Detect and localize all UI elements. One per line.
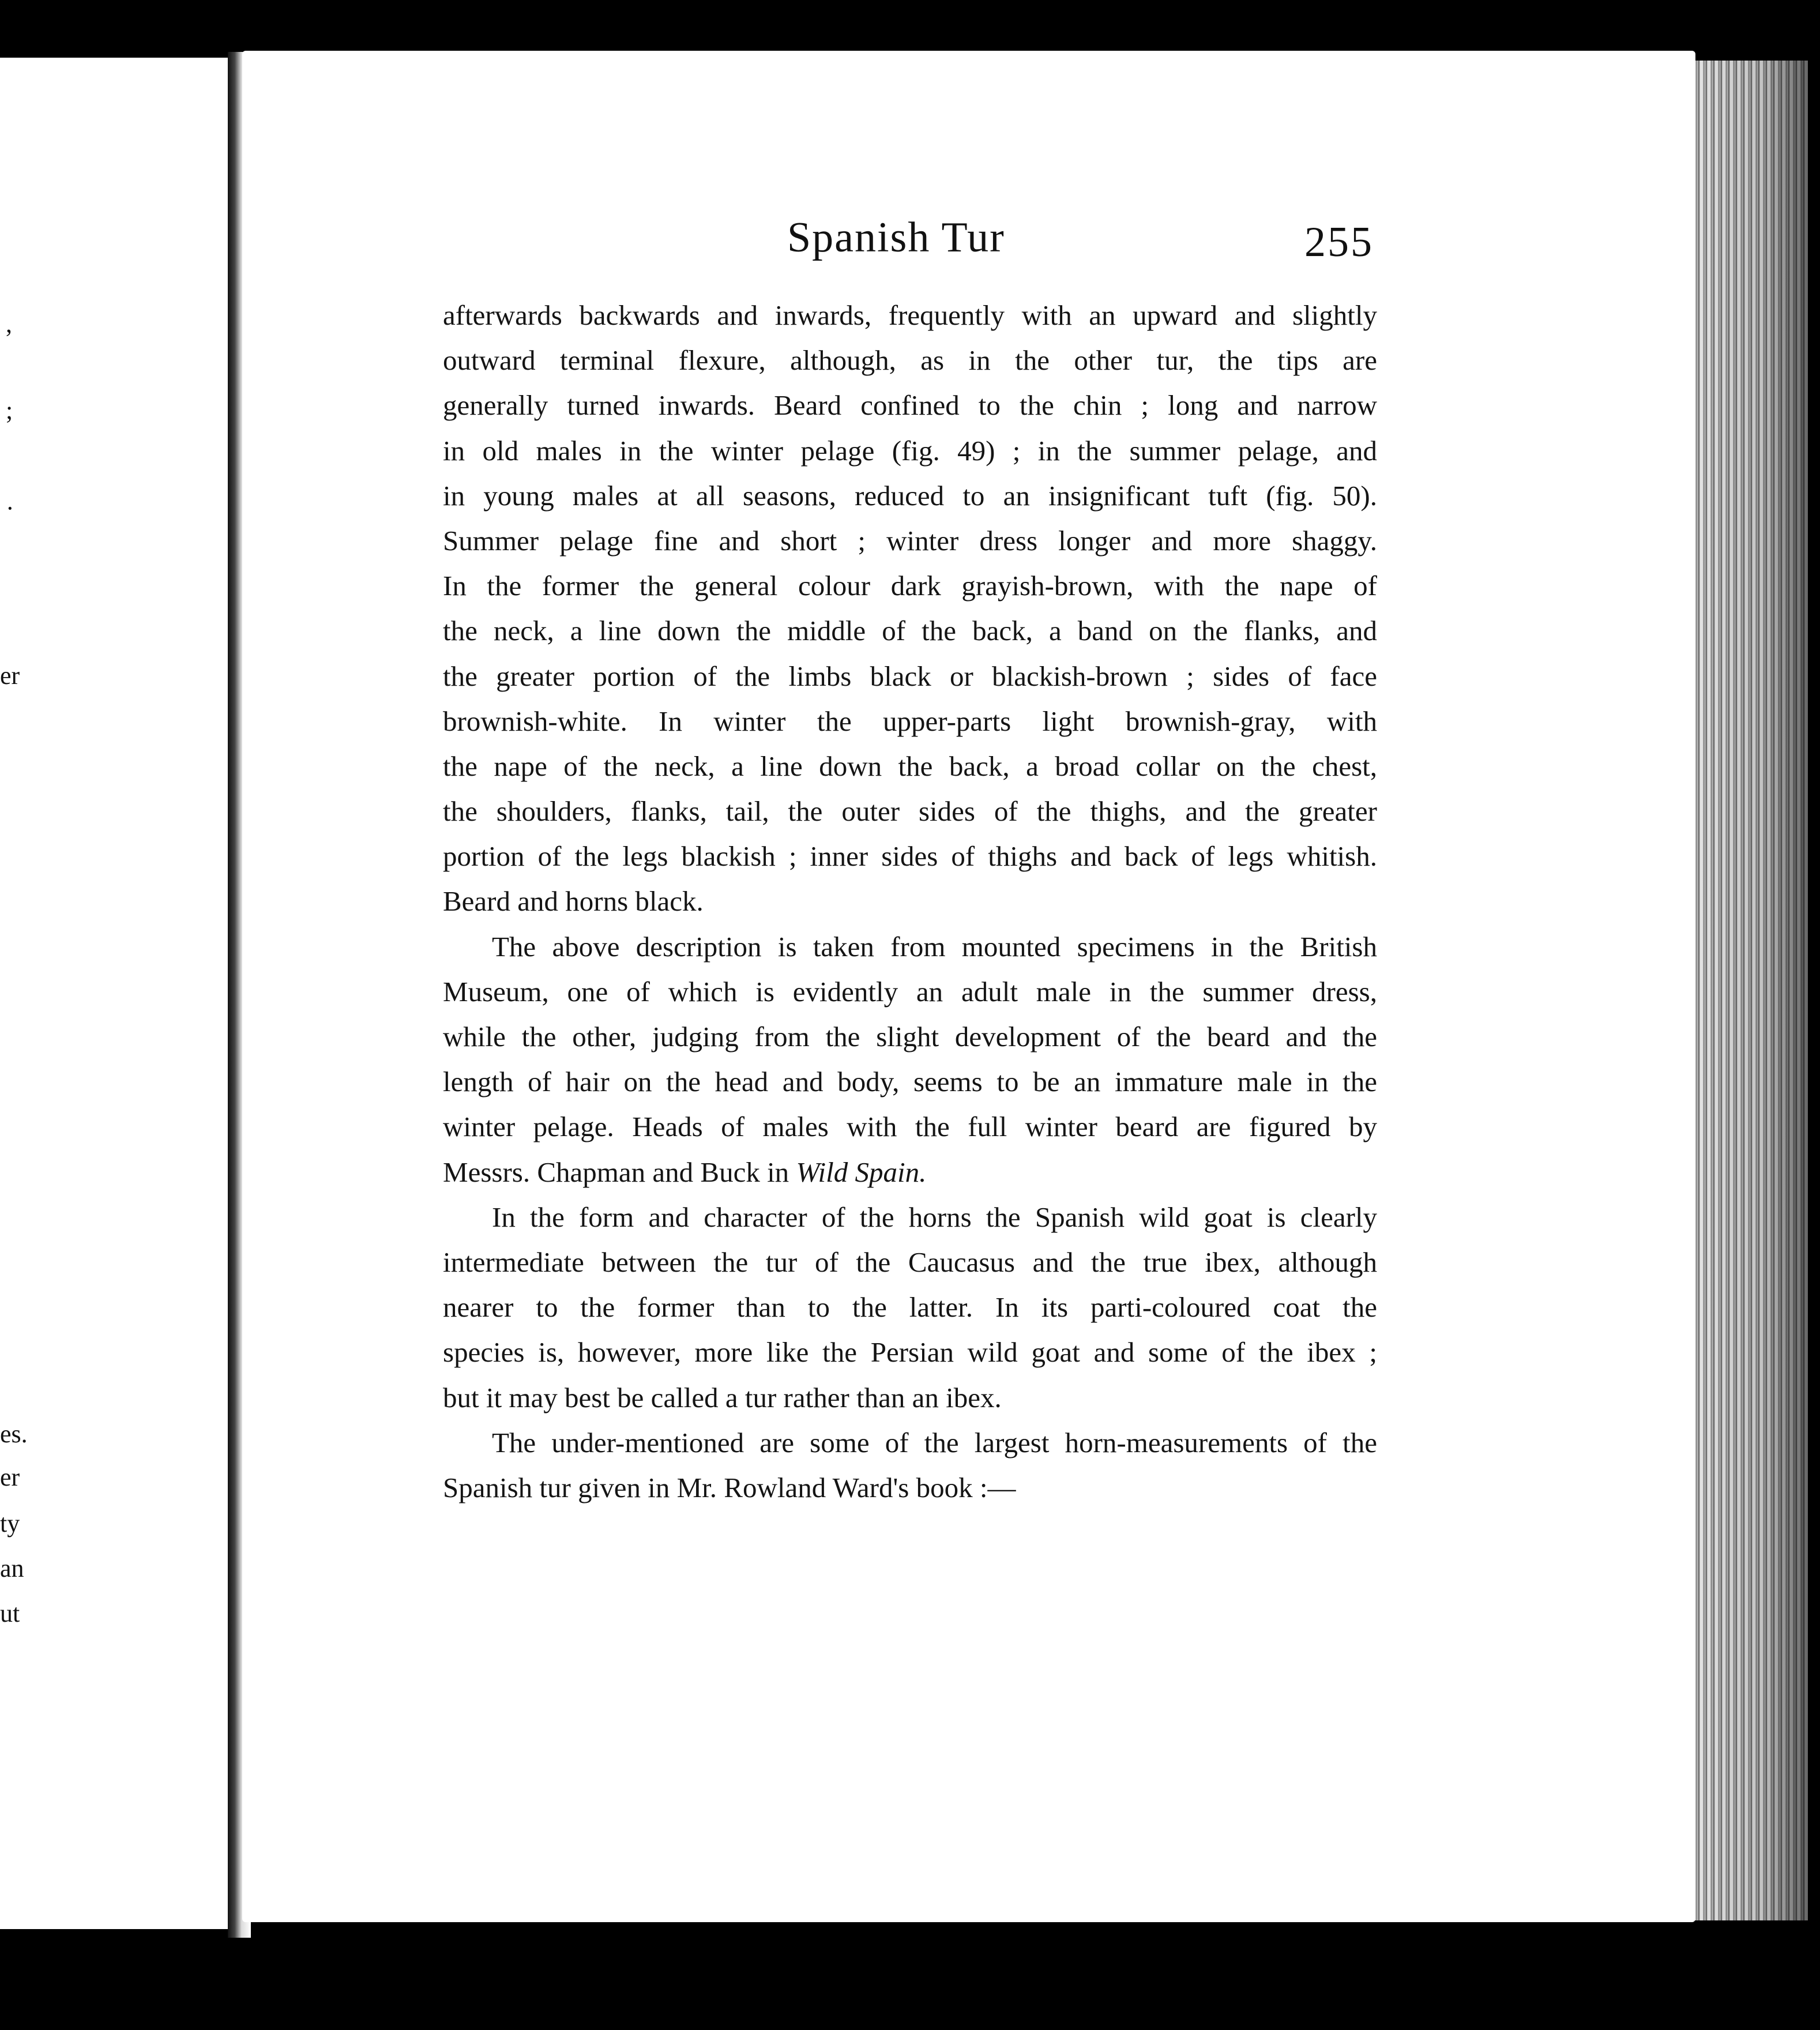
text-line: in young males at all seasons, reduced to an insignificant tuft (fig. 50).: [443, 479, 1377, 512]
left-page-fragment: ut: [0, 1599, 20, 1627]
left-page-fragment: ·: [6, 494, 14, 522]
book-title-italic: Wild Spain.: [796, 1156, 927, 1188]
paragraph-4: [443, 1420, 1377, 1510]
text-line: The above description is taken from mounted specimens in the British: [492, 930, 1377, 963]
running-title: Spanish Tur: [787, 214, 1005, 261]
text-line: afterwards backwards and inwards, frequently with an upward and slightly: [443, 299, 1377, 331]
page-edge-shadow: [1693, 61, 1808, 1920]
text-line: but it may best be called a tur rather than an ibex.: [443, 1381, 1002, 1414]
paragraph-2: [443, 924, 1377, 1195]
text-line: [443, 1150, 1377, 1195]
text-line: generally turned inwards. Beard confined to the chin ; long and narrow: [443, 389, 1377, 422]
text-line: outward terminal flexure, although, as in the other tur, the tips are: [443, 344, 1377, 377]
text-line: the neck, a line down the middle of the back, a band on the flanks, and: [443, 615, 1377, 647]
text-line: winter pelage. Heads of males with the full winter beard are figured by: [443, 1111, 1377, 1143]
text-line: Spanish tur given in Mr. Rowland Ward's book :—: [443, 1471, 1016, 1503]
left-page-fragment: ;: [6, 396, 13, 424]
paragraph-3: [443, 1195, 1377, 1420]
page-number: 255: [1304, 219, 1374, 266]
text-line: the nape of the neck, a line down the back, a broad collar on the chest,: [443, 750, 1377, 782]
text-line: In the form and character of the horns the Spanish wild goat is clearly: [492, 1201, 1377, 1233]
text-line: Beard and horns black.: [443, 885, 704, 918]
left-page-fragment: an: [0, 1554, 24, 1582]
text-line: nearer to the former than to the latter. In its parti-coloured coat the: [443, 1291, 1377, 1324]
text-line: portion of the legs blackish ; inner sides of thighs and back of legs whitish.: [443, 840, 1377, 873]
paragraph-1: [443, 293, 1377, 924]
text-line: In the former the general colour dark grayish-brown, with the nape of: [443, 570, 1377, 602]
text-line: brownish-white. In winter the upper-parts light brownish-gray, with: [443, 705, 1377, 737]
text-line: the shoulders, flanks, tail, the outer sides of the thighs, and the greater: [443, 795, 1377, 828]
left-page-fragment: er: [0, 1463, 20, 1491]
left-page-fragment: ,: [6, 310, 12, 338]
text-line: intermediate between the tur of the Caucasus and the true ibex, although: [443, 1246, 1377, 1278]
text-line: in old males in the winter pelage (fig. 49) ; in the summer pelage, and: [443, 434, 1377, 467]
text-line: the greater portion of the limbs black or blackish-brown ; sides of face: [443, 660, 1377, 692]
text-line: The under-mentioned are some of the largest horn-measurements of the: [492, 1426, 1377, 1458]
text-line: Museum, one of which is evidently an adult male in the summer dress,: [443, 975, 1377, 1008]
text-line-prefix: Messrs. Chapman and Buck in: [443, 1156, 796, 1188]
text-line: while the other, judging from the slight development of the beard and the: [443, 1021, 1377, 1052]
text-line: Summer pelage fine and short ; winter dress longer and more shaggy.: [443, 524, 1377, 557]
left-page-fragment: er: [0, 661, 20, 690]
left-page: [0, 58, 233, 1929]
left-page-fragment: ty: [0, 1509, 20, 1537]
text-line: length of hair on the head and body, seems to be an immature male in the: [443, 1066, 1377, 1098]
left-page-fragment: es.: [0, 1420, 28, 1448]
body-text: [443, 293, 1377, 1510]
text-line: species is, however, more like the Persian wild goat and some of the ibex ;: [443, 1336, 1377, 1369]
